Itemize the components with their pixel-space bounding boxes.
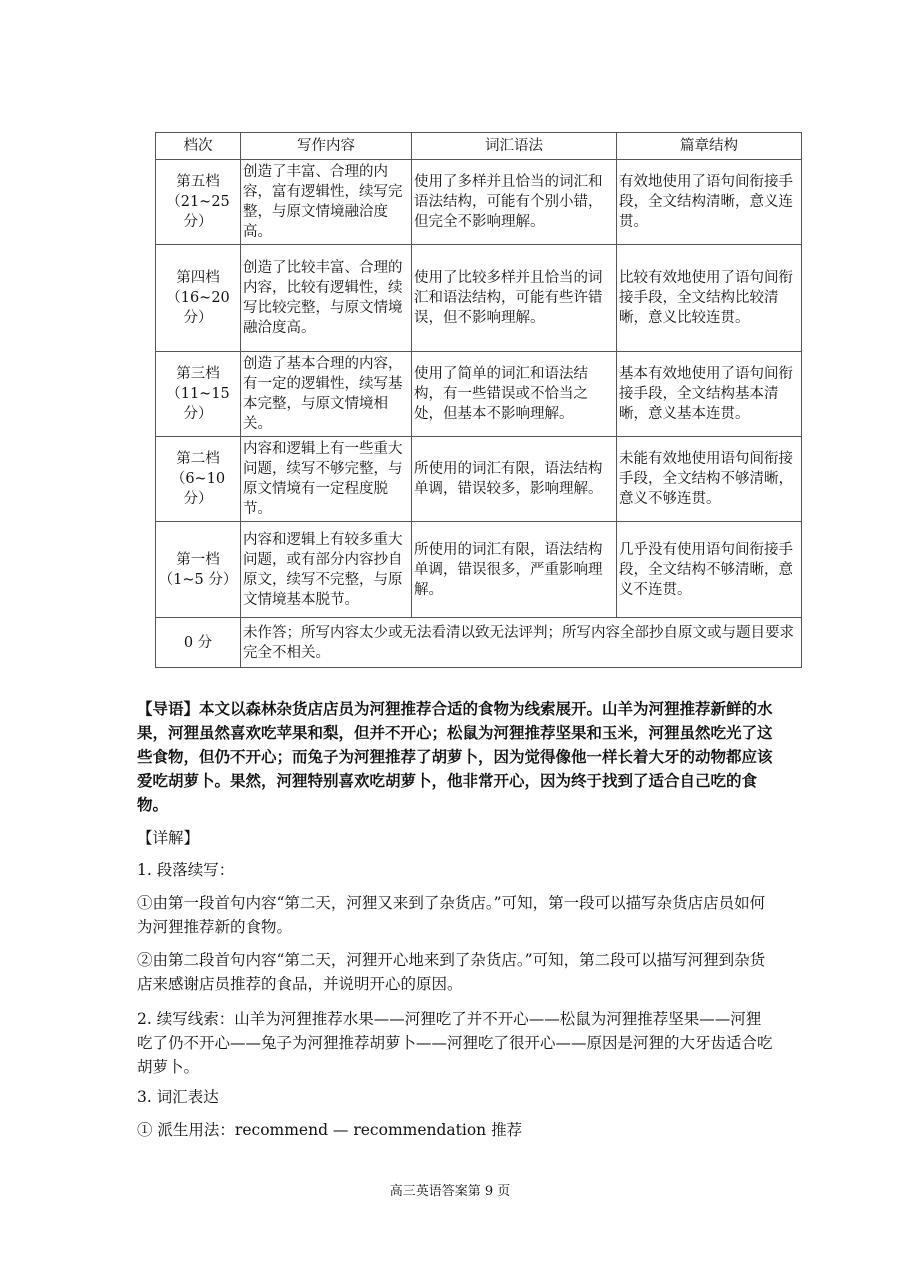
section1-item1: ①由第一段首句内容“第二天，河狸又来到了杂货店。”可知，第一段可以描写杂货店店员如何为河狸推荐新的食物。 <box>137 894 766 936</box>
page-footer: 高三英语答案第 9 页 <box>389 1184 511 1199</box>
level-cell <box>156 352 241 437</box>
structure-cell: 几乎没有使用语句间衔接手段，全文结构不够清晰，意义不连贯。 <box>617 522 802 618</box>
grammar-cell: 所使用的词汇有限，语法结构单调，错误很多，严重影响理解。 <box>412 522 617 618</box>
grammar-cell: 使用了简单的词汇和语法结构，有一些错误或不恰当之处，但基本不影响理解。 <box>412 352 617 437</box>
content-cell: 创造了比较丰富、合理的内容，比较有逻辑性，续写比较完整，与原文情境融洽度高。 <box>241 245 412 352</box>
structure-cell: 未能有效地使用语句间衔接手段，全文结构不够清晰，意义不够连贯。 <box>617 437 802 522</box>
table-row-zero <box>156 618 802 668</box>
table-header-row <box>156 133 802 160</box>
level-cell: 0 分 <box>156 618 241 668</box>
level-name: 第四档 <box>176 270 220 286</box>
level-name: 第三档 <box>176 366 220 382</box>
scoring-rubric-table <box>155 132 802 668</box>
section1-title: 1. 段落续写： <box>137 861 235 879</box>
content-cell: 创造了丰富、合理的内容，富有逻辑性，续写完整，与原文情境融洽度高。 <box>241 160 412 245</box>
intro-paragraph: 【导语】本文以森林杂货店店员为河狸推荐合适的食物为线索展开。山羊为河狸推荐新鲜的水果，河狸虽然喜欢吃苹果和梨，但并不开心；松鼠为河狸推荐坚果和玉米，河狸虽然吃光了这些食物，但仍不开心；而兔子为河狸推荐了胡萝卜，因为觉得像他一样长着大牙的动物都应该爱吃胡萝卜。果然，河狸特别喜欢吃胡萝卜，他非常开心，因为终于找到了适合自己吃的食物。 <box>137 699 773 814</box>
header-grammar: 词汇语法 <box>412 133 617 160</box>
level-cell <box>156 245 241 352</box>
level-cell <box>156 522 241 618</box>
level-range: （21~25 分） <box>166 194 230 230</box>
grammar-cell: 所使用的词汇有限，语法结构单调，错误较多，影响理解。 <box>412 437 617 522</box>
table-row <box>156 437 802 522</box>
content-cell: 内容和逻辑上有较多重大问题，或有部分内容抄自原文，续写不完整，与原文情境基本脱节。 <box>241 522 412 618</box>
section3-item1: ① 派生用法：recommend — recommendation 推荐 <box>137 1121 523 1139</box>
level-name: 第五档 <box>176 174 220 190</box>
level-range: （11~15 分） <box>166 386 230 422</box>
table-row <box>156 245 802 352</box>
section2-paragraph: 2. 续写线索：山羊为河狸推荐水果——河狸吃了并不开心——松鼠为河狸推荐坚果——河狸吃了仍不开心——兔子为河狸推荐胡萝卜——河狸吃了很开心——原因是河狸的大牙齿适合吃胡萝卜。 <box>137 1010 773 1076</box>
level-name: 第一档 <box>176 551 220 568</box>
header-level: 档次 <box>156 133 241 160</box>
grammar-cell: 使用了比较多样并且恰当的词汇和语法结构，可能有些许错误，但不影响理解。 <box>412 245 617 352</box>
structure-cell: 基本有效地使用了语句间衔接手段，全文结构基本清晰，意义基本连贯。 <box>617 352 802 437</box>
grammar-cell: 使用了多样并且恰当的词汇和语法结构，可能有个别小错，但完全不影响理解。 <box>412 160 617 245</box>
header-structure: 篇章结构 <box>617 133 802 160</box>
level-cell <box>156 437 241 522</box>
level-cell <box>156 160 241 245</box>
section3-title: 3. 词汇表达 <box>137 1088 219 1106</box>
table-row <box>156 352 802 437</box>
level-range: （1~5 分） <box>158 571 238 588</box>
content-cell: 创造了基本合理的内容，有一定的逻辑性，续写基本完整，与原文情境相关。 <box>241 352 412 437</box>
content-cell: 内容和逻辑上有一些重大问题，续写不够完整，与原文情境有一定程度脱节。 <box>241 437 412 522</box>
level-range: （6~10 分） <box>170 471 226 507</box>
section1-item2: ②由第二段首句内容“第二天，河狸开心地来到了杂货店。”可知，第二段可以描写河狸到杂货店来感谢店员推荐的食品，并说明开心的原因。 <box>137 951 766 993</box>
header-content: 写作内容 <box>241 133 412 160</box>
zero-description-cell: 未作答；所写内容太少或无法看清以致无法评判；所写内容全部抄自原文或与题目要求完全不相关。 <box>241 618 802 668</box>
structure-cell: 有效地使用了语句间衔接手段，全文结构清晰，意义连贯。 <box>617 160 802 245</box>
table-row <box>156 160 802 245</box>
level-range: （16~20 分） <box>166 290 230 326</box>
level-name: 第二档 <box>176 451 220 467</box>
structure-cell: 比较有效地使用了语句间衔接手段，全文结构比较清晰，意义比较连贯。 <box>617 245 802 352</box>
detail-heading: 【详解】 <box>137 829 200 847</box>
table-row <box>156 522 802 618</box>
